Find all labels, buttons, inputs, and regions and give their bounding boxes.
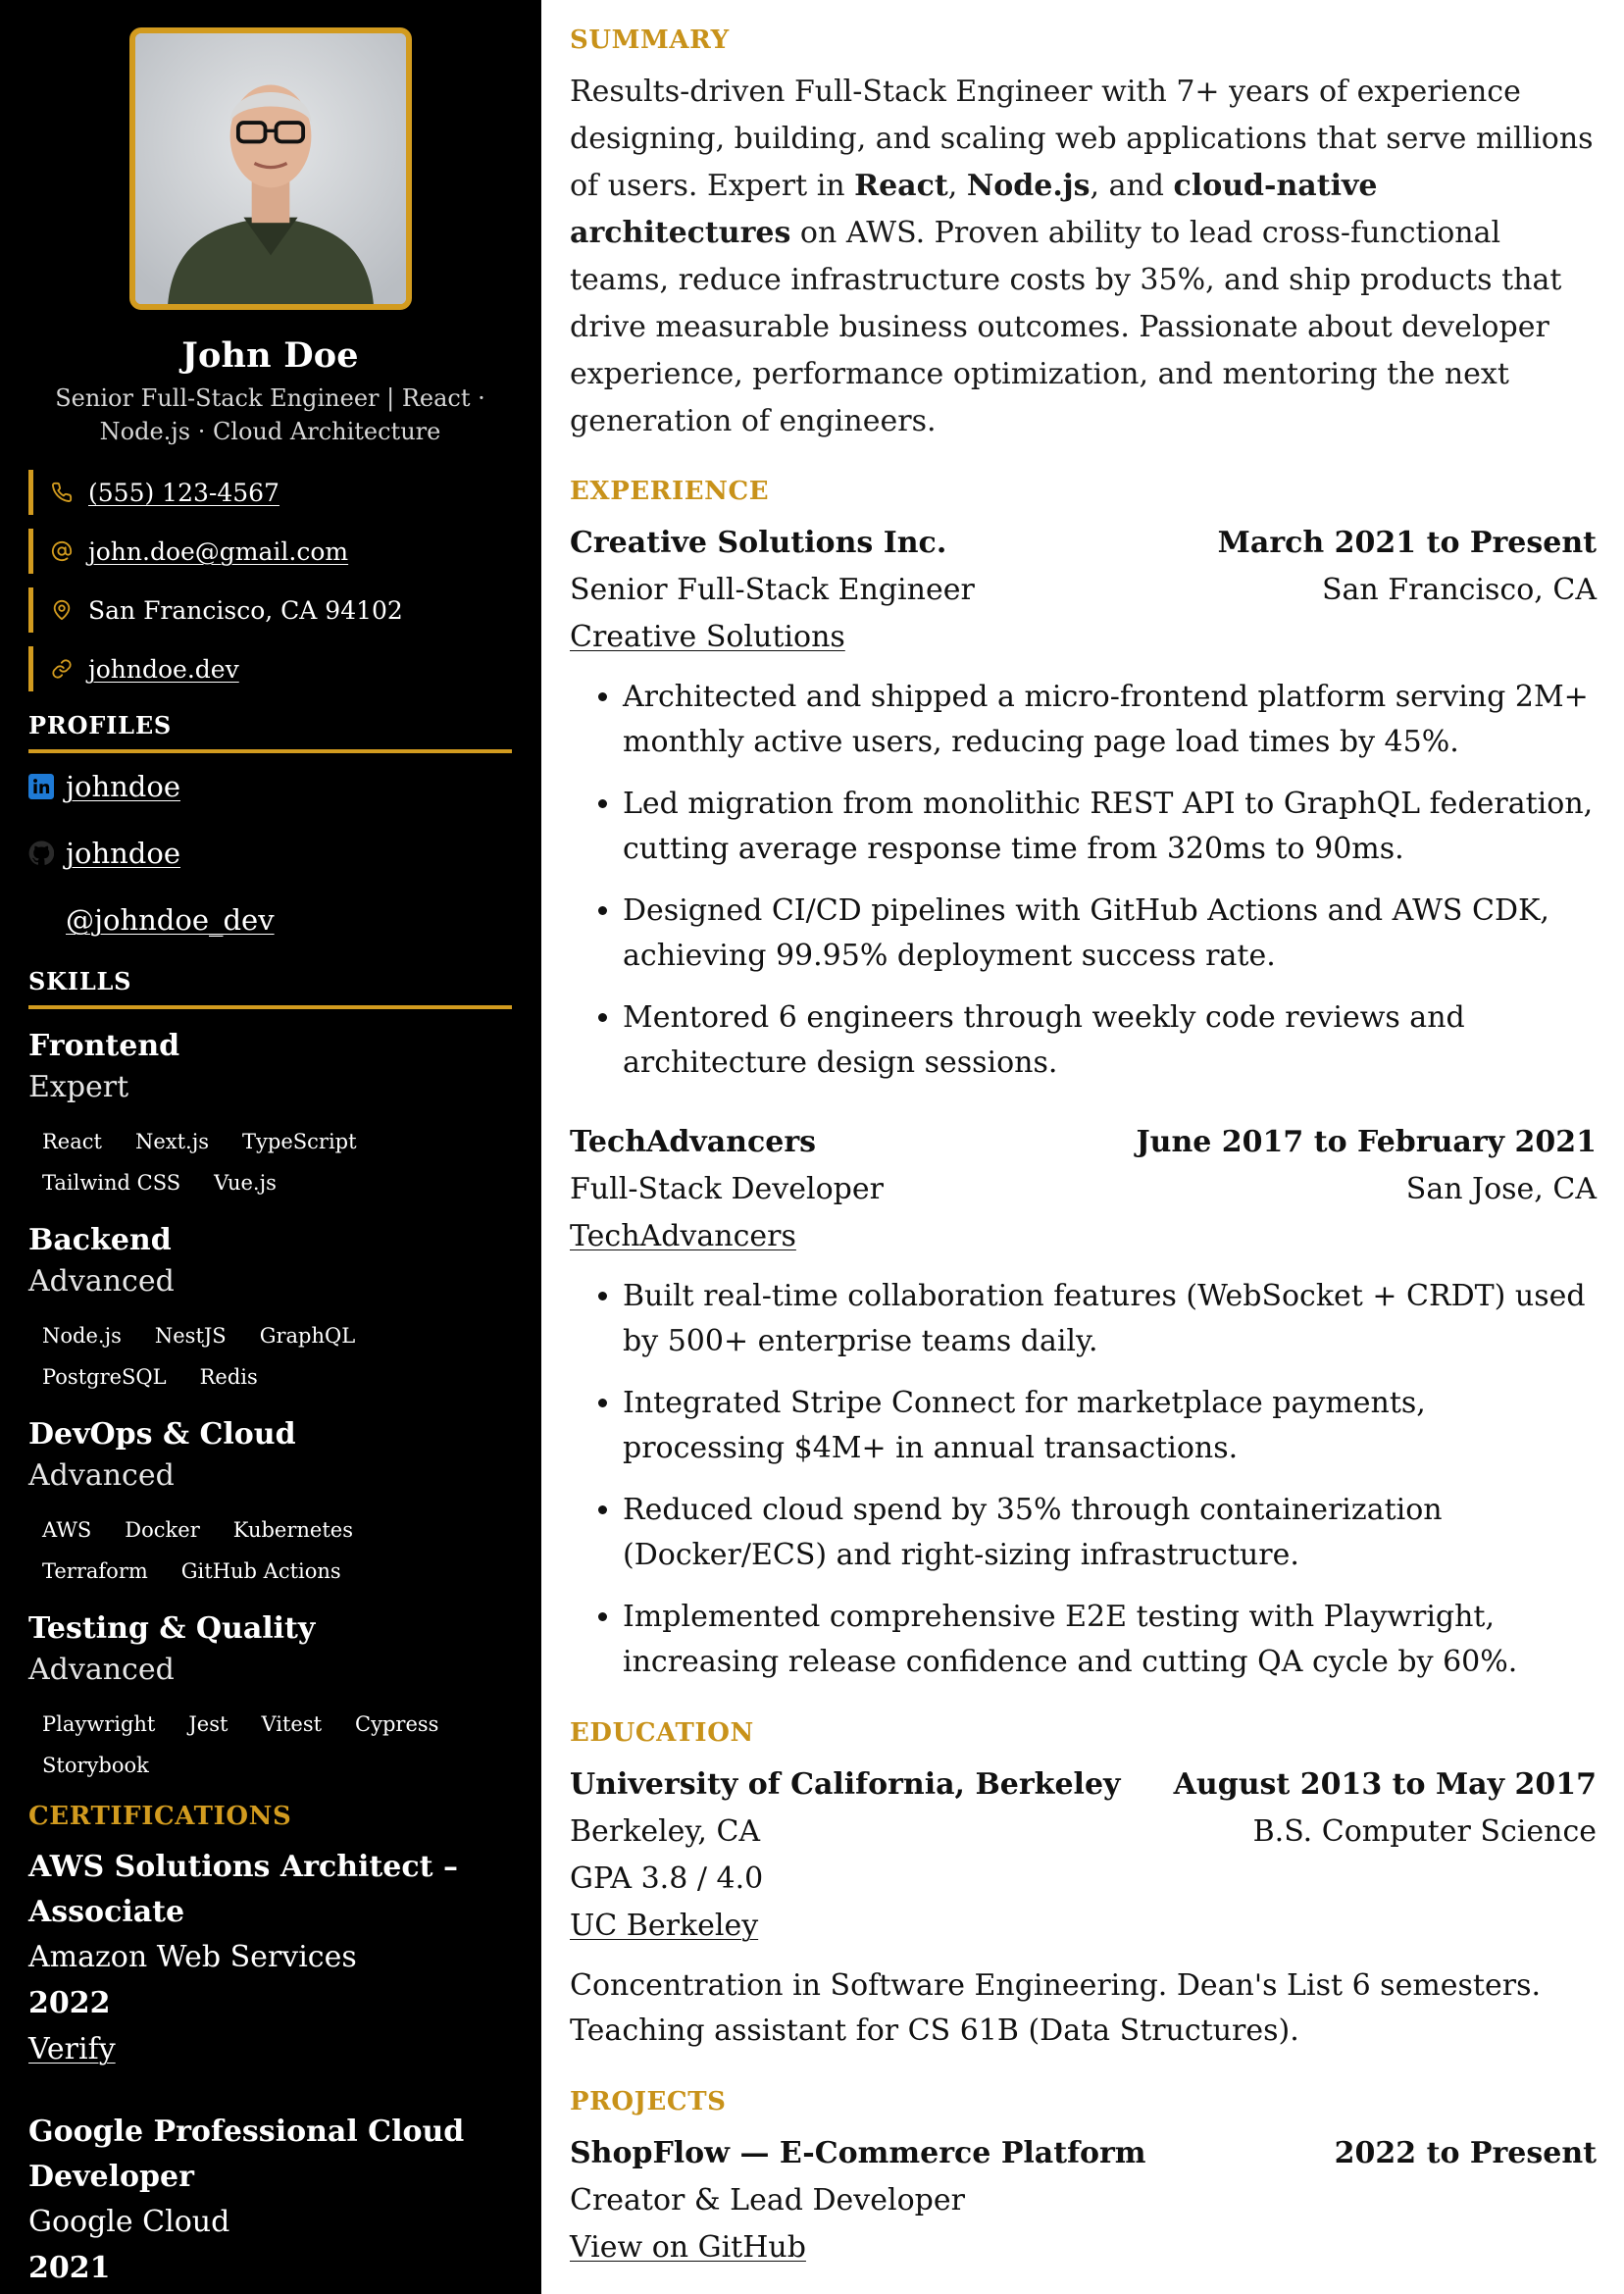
position-title: Senior Full-Stack Engineer	[570, 573, 975, 607]
date-range: March 2021 to Present	[1217, 526, 1597, 560]
company-link[interactable]: TechAdvancers	[570, 1219, 796, 1253]
skill-level: Advanced	[28, 1264, 175, 1299]
certification-name: AWS Solutions Architect – Associate	[28, 1850, 458, 1929]
contact-list	[28, 470, 512, 691]
highlights-list	[570, 1274, 1597, 1685]
skill-keywords	[28, 1509, 512, 1592]
skill-keyword: Kubernetes	[232, 1518, 353, 1542]
experience-entry	[570, 1119, 1597, 1685]
summary-text	[570, 69, 1597, 445]
skill-group-devops	[28, 1415, 512, 1592]
skill-group-backend	[28, 1221, 512, 1398]
skill-keywords	[28, 1121, 512, 1203]
skill-level: Advanced	[28, 1458, 175, 1493]
skill-keyword: Storybook	[42, 1754, 149, 1777]
skills-heading: SKILLS	[28, 967, 512, 1009]
highlight-item: • Reduced cloud spend by 35% through containerization (Docker/ECS) and right-sizing infrastructure.	[623, 1488, 1597, 1578]
linkedin-icon	[28, 774, 54, 799]
certification-verify-link[interactable]: Verify	[28, 2032, 116, 2066]
projects-section	[570, 2087, 1597, 2271]
contact-email	[28, 529, 512, 574]
project-entry	[570, 2130, 1597, 2271]
summary-part: ,	[947, 169, 967, 203]
certification-year: 2022	[28, 1986, 111, 2020]
skill-keyword: Vue.js	[214, 1171, 277, 1195]
contact-location	[28, 587, 512, 633]
education-heading: EDUCATION	[570, 1718, 754, 1748]
skill-keyword: React	[42, 1130, 102, 1153]
profile-linkedin	[28, 753, 512, 820]
skill-keyword: Vitest	[261, 1712, 323, 1736]
skill-keyword: Docker	[125, 1518, 200, 1542]
highlights-list	[570, 675, 1597, 1086]
date-range: June 2017 to February 2021	[1136, 1125, 1597, 1159]
certification-item	[28, 2110, 512, 2292]
skill-name: Backend	[28, 1223, 172, 1257]
summary-emphasis: React	[854, 169, 948, 203]
experience-section	[570, 477, 1597, 1685]
profile-photo	[129, 27, 412, 310]
skill-keyword: Jest	[188, 1712, 228, 1736]
skill-keyword: NestJS	[154, 1324, 227, 1348]
profiles-list	[28, 753, 512, 953]
projects-heading: PROJECTS	[570, 2087, 727, 2116]
summary-emphasis: cloud-native architectures	[570, 169, 1378, 250]
skill-keyword: Playwright	[42, 1712, 156, 1736]
certification-name: Google Professional Cloud Developer	[28, 2115, 465, 2194]
certification-issuer: Google Cloud	[28, 2205, 230, 2239]
social-username[interactable]: @johndoe_dev	[66, 903, 275, 937]
skill-keyword: TypeScript	[242, 1130, 357, 1153]
institution-name: University of California, Berkeley	[570, 1767, 1121, 1802]
certification-year: 2021	[28, 2251, 111, 2285]
company-name: Creative Solutions Inc.	[570, 526, 947, 560]
date-range: August 2013 to May 2017	[1173, 1767, 1597, 1802]
job-location: San Jose, CA	[1405, 1172, 1597, 1206]
skill-keywords	[28, 1315, 512, 1398]
portrait-image	[135, 33, 406, 304]
highlight-item: • Mentored 6 engineers through weekly code reviews and architecture design sessions.	[623, 995, 1597, 1086]
website-link[interactable]: johndoe.dev	[88, 654, 239, 684]
skill-group-testing	[28, 1609, 512, 1786]
contact-phone	[28, 470, 512, 515]
skill-keyword: GraphQL	[259, 1324, 356, 1348]
skill-name: Testing & Quality	[28, 1611, 316, 1646]
summary-heading: SUMMARY	[570, 25, 730, 55]
map-pin-icon	[51, 599, 73, 621]
project-role: Creator & Lead Developer	[570, 2183, 965, 2218]
profile-github	[28, 820, 512, 887]
highlight-item: • Designed CI/CD pipelines with GitHub Actions and AWS CDK, achieving 99.95% deployment success rate.	[623, 889, 1597, 979]
position-title: Full-Stack Developer	[570, 1172, 884, 1206]
github-username[interactable]: johndoe	[66, 837, 180, 870]
skill-keyword: Redis	[199, 1365, 258, 1389]
skill-group-frontend	[28, 1027, 512, 1203]
profile-social	[28, 887, 512, 953]
linkedin-username[interactable]: johndoe	[66, 770, 180, 803]
at-sign-icon	[51, 540, 73, 562]
skill-level: Advanced	[28, 1653, 175, 1687]
skill-name: Frontend	[28, 1029, 180, 1063]
summary-part: Results-driven Full-Stack Engineer with 7+ years of experience designing, building, and scaling web applications that serve millions of users. Expert in	[570, 75, 1594, 203]
company-name: TechAdvancers	[570, 1125, 817, 1159]
company-link[interactable]: Creative Solutions	[570, 620, 845, 654]
profiles-heading: PROFILES	[28, 711, 512, 753]
main-content	[541, 0, 1624, 2294]
experience-entry	[570, 520, 1597, 1086]
certifications-heading: CERTIFICATIONS	[28, 1802, 292, 1831]
certification-issuer: Amazon Web Services	[28, 1940, 357, 1974]
location-text: San Francisco, CA 94102	[88, 595, 403, 625]
highlight-item: • Implemented comprehensive E2E testing with Playwright, increasing release confidence and cutting QA cycle by 60%.	[623, 1595, 1597, 1685]
skill-keyword: Tailwind CSS	[42, 1171, 181, 1195]
skill-keyword: GitHub Actions	[180, 1559, 341, 1583]
candidate-headline: Senior Full-Stack Engineer | React · Node.js · Cloud Architecture	[55, 384, 485, 445]
education-section	[570, 1718, 1597, 2054]
candidate-name: John Doe	[181, 335, 359, 376]
project-github-link[interactable]: View on GitHub	[570, 2230, 806, 2265]
highlight-item: • Architected and shipped a micro-frontend platform serving 2M+ monthly active users, reducing page load times by 45%.	[623, 675, 1597, 765]
project-name: ShopFlow — E-Commerce Platform	[570, 2136, 1146, 2170]
job-location: San Francisco, CA	[1321, 573, 1597, 607]
highlight-item: • Built real-time collaboration features (WebSocket + CRDT) used by 500+ enterprise teams daily.	[623, 1274, 1597, 1364]
highlight-item: • Integrated Stripe Connect for marketplace payments, processing $4M+ in annual transactions.	[623, 1381, 1597, 1471]
skill-level: Expert	[28, 1070, 129, 1104]
education-entry	[570, 1761, 1597, 2054]
contact-website	[28, 646, 512, 691]
phone-link[interactable]: (555) 123-4567	[88, 478, 279, 507]
skill-keyword: Next.js	[134, 1130, 210, 1153]
skill-keyword: PostgreSQL	[42, 1365, 167, 1389]
skill-keyword: Cypress	[355, 1712, 439, 1736]
summary-part: , and	[1090, 169, 1174, 203]
gpa: GPA 3.8 / 4.0	[570, 1861, 764, 1896]
link-icon	[51, 658, 73, 680]
skill-keywords	[28, 1704, 512, 1786]
education-location: Berkeley, CA	[570, 1814, 761, 1849]
certification-item	[28, 1845, 512, 2072]
education-summary: Concentration in Software Engineering. Dean's List 6 semesters. Teaching assistant for CS 61B (Data Structures).	[570, 1968, 1542, 2048]
skill-name: DevOps & Cloud	[28, 1417, 296, 1452]
email-link[interactable]: john.doe@gmail.com	[88, 536, 349, 566]
highlight-item: • Led migration from monolithic REST API to GraphQL federation, cutting average response time from 320ms to 90ms.	[623, 782, 1597, 872]
github-icon	[28, 841, 54, 866]
summary-emphasis: Node.js	[966, 169, 1091, 203]
skill-keyword: Terraform	[42, 1559, 148, 1583]
phone-icon	[51, 482, 73, 503]
degree: B.S. Computer Science	[1252, 1814, 1597, 1849]
summary-section	[570, 25, 1597, 445]
date-range: 2022 to Present	[1334, 2136, 1597, 2170]
institution-link[interactable]: UC Berkeley	[570, 1909, 759, 1943]
experience-heading: EXPERIENCE	[570, 477, 770, 506]
sidebar	[0, 0, 541, 2294]
skill-keyword: Node.js	[42, 1324, 122, 1348]
skill-keyword: AWS	[42, 1518, 92, 1542]
summary-part: on AWS. Proven ability to lead cross-functional teams, reduce infrastructure costs by 35%, and ship products that drive measurable business outcomes. Passionate about developer experience, performance optimization, and mentoring the next generation of engineers.	[570, 216, 1562, 438]
